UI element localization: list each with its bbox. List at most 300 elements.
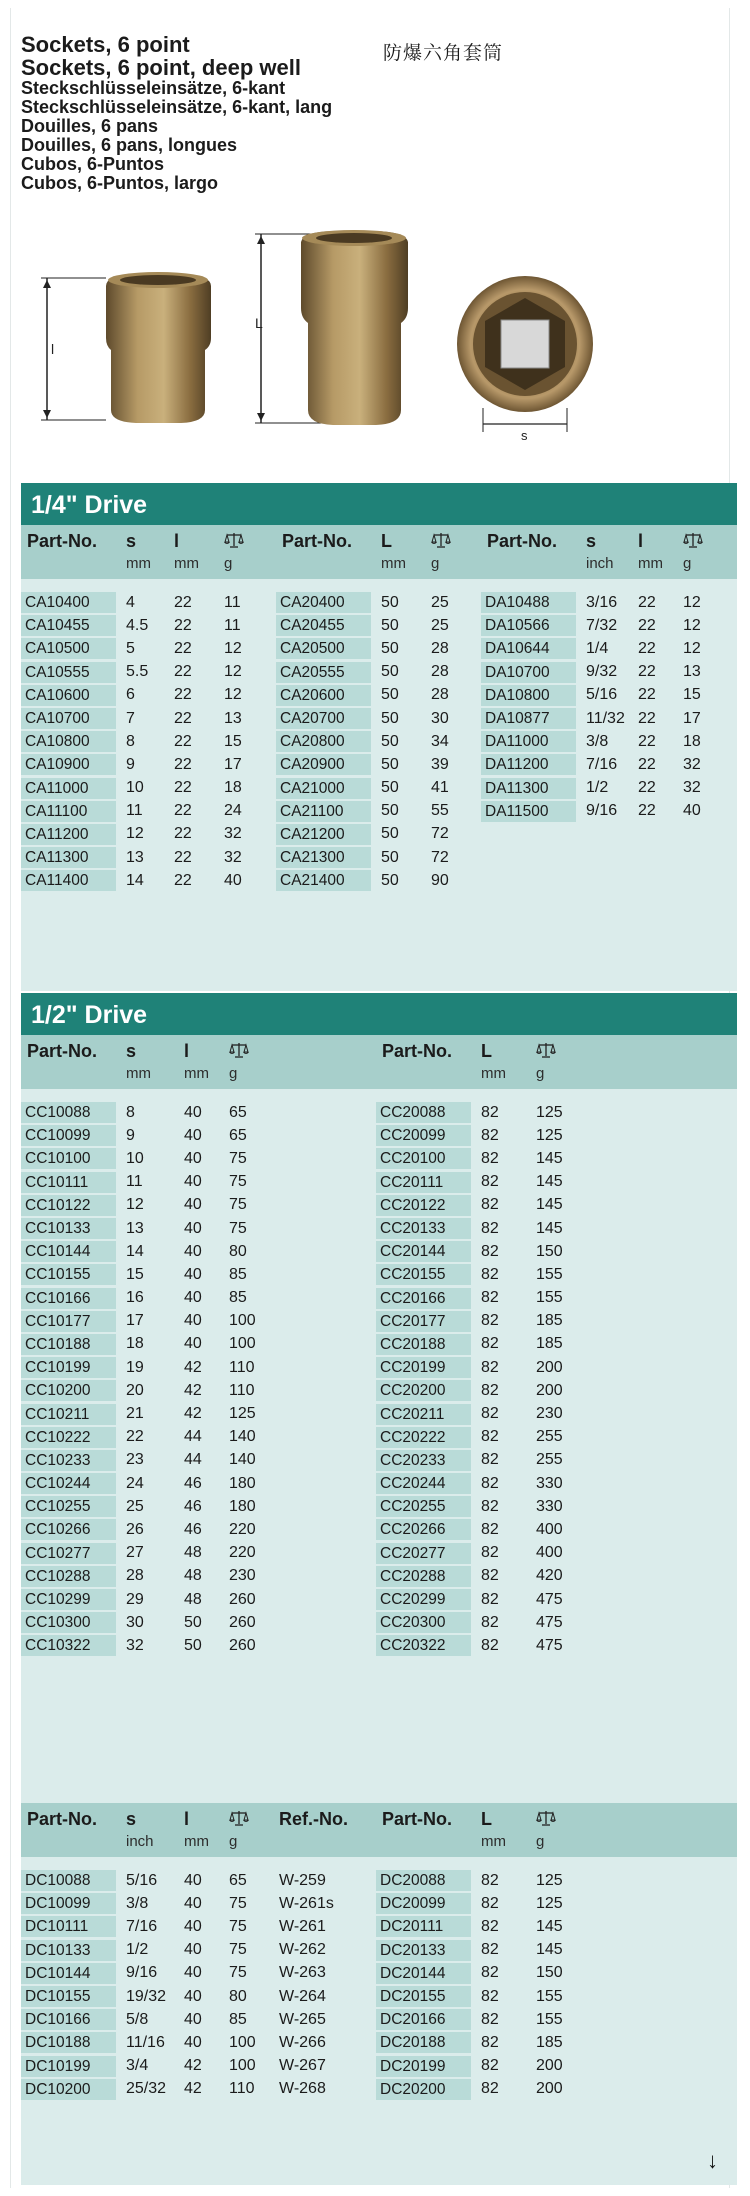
cell-value: 125 — [536, 1126, 563, 1144]
part-number: CC20099 — [376, 1125, 471, 1146]
cell-value: 44 — [184, 1428, 202, 1446]
cell-value: 400 — [536, 1544, 563, 1562]
cell-value: 155 — [536, 1289, 563, 1307]
cell-value: 330 — [536, 1474, 563, 1492]
unit-label — [279, 1833, 369, 1857]
part-number: CA20555 — [276, 662, 371, 683]
table-row — [21, 1240, 376, 1263]
table-row — [21, 869, 276, 892]
table-row — [21, 1634, 376, 1657]
socket-illustration — [21, 228, 721, 478]
part-number: CC20299 — [376, 1589, 471, 1610]
cell-value: 75 — [229, 1894, 247, 1912]
cell-value: 5.5 — [126, 663, 149, 681]
title-sockets-deep: Sockets, 6 point, deep well — [21, 55, 301, 80]
cell-value: 22 — [638, 779, 656, 797]
table-row — [21, 2078, 376, 2101]
table-row — [376, 1962, 737, 1985]
cell-value: 9 — [126, 1126, 135, 1144]
cell-value: 3/16 — [586, 593, 618, 611]
unit-label — [376, 1833, 481, 1857]
cell-value: 82 — [481, 1149, 499, 1167]
cell-value: 200 — [536, 2057, 563, 2075]
cell-value: 82 — [481, 1103, 499, 1121]
unit-label: g — [229, 1065, 238, 1082]
cell-value: 180 — [229, 1497, 256, 1515]
table-header — [481, 525, 737, 579]
scale-icon — [536, 1809, 556, 1827]
table-header — [21, 525, 276, 579]
part-number: DC20144 — [376, 1963, 471, 1984]
cell-value: 46 — [184, 1520, 202, 1538]
cell-value: W-264 — [279, 1987, 326, 2005]
unit-label — [21, 555, 126, 579]
part-number: DC10166 — [21, 2009, 116, 2030]
cell-value: 3/8 — [126, 1894, 149, 1912]
catalog-sheet — [10, 8, 730, 2188]
table-row — [276, 730, 481, 753]
part-number: CC10244 — [21, 1473, 116, 1494]
part-number: CC10155 — [21, 1264, 116, 1285]
part-number: CC20166 — [376, 1288, 471, 1309]
quarter-drive-bar: 1/4" Drive — [21, 483, 737, 525]
cell-value: 150 — [536, 1242, 563, 1260]
table-row — [376, 1194, 737, 1217]
part-number: DA10488 — [481, 592, 576, 613]
cell-value: 17 — [224, 755, 242, 773]
cell-value: 75 — [229, 1964, 247, 1982]
cell-value: 24 — [126, 1474, 144, 1492]
part-number: DA10644 — [481, 638, 576, 659]
unit-label: inch — [126, 1833, 154, 1850]
table-row — [376, 1217, 737, 1240]
part-number: DA10566 — [481, 615, 576, 636]
unit-label — [276, 555, 381, 579]
cell-value: 75 — [229, 1173, 247, 1191]
part-number: CC20144 — [376, 1241, 471, 1262]
part-number: CA10900 — [21, 754, 116, 775]
cell-value: 32 — [224, 848, 242, 866]
part-number: DA11500 — [481, 801, 576, 822]
cell-value: W-261 — [279, 1917, 326, 1935]
cell-value: 4 — [126, 593, 135, 611]
column-header: Part-No. — [487, 531, 558, 551]
cell-value: W-262 — [279, 1941, 326, 1959]
table-row — [21, 1101, 376, 1124]
cell-value: 72 — [431, 848, 449, 866]
cell-value: 12 — [683, 639, 701, 657]
cell-value: 260 — [229, 1636, 256, 1654]
part-number: CA10600 — [21, 685, 116, 706]
table-row — [481, 614, 737, 637]
cell-value: 82 — [481, 1964, 499, 1982]
part-number: CC10211 — [21, 1404, 116, 1425]
table-row — [481, 800, 737, 823]
scale-icon — [229, 1809, 249, 1827]
table-row — [21, 846, 276, 869]
part-number: CC10255 — [21, 1496, 116, 1517]
part-number: CC10199 — [21, 1357, 116, 1378]
part-number: CA11400 — [21, 870, 116, 891]
part-number: CA10700 — [21, 708, 116, 729]
cell-value: 100 — [229, 1335, 256, 1353]
unit-label — [21, 1065, 126, 1089]
table-row — [21, 707, 276, 730]
unit-label: g — [224, 555, 233, 572]
part-number: CC10099 — [21, 1125, 116, 1146]
table-row — [376, 1310, 737, 1333]
part-number: CC20088 — [376, 1102, 471, 1123]
scale-icon — [536, 1041, 556, 1059]
table-row — [276, 614, 481, 637]
cell-value: 50 — [184, 1613, 202, 1631]
part-number: DC20088 — [376, 1870, 471, 1891]
cell-value: 17 — [683, 709, 701, 727]
part-number: CC20177 — [376, 1311, 471, 1332]
table-row — [21, 684, 276, 707]
part-number: DA10800 — [481, 685, 576, 706]
part-number: DC20188 — [376, 2032, 471, 2053]
cell-value: 22 — [638, 686, 656, 704]
cell-value: 19 — [126, 1358, 144, 1376]
cell-value: 125 — [536, 1894, 563, 1912]
table-row — [21, 1588, 376, 1611]
cell-value: W-266 — [279, 2033, 326, 2051]
cell-value: 50 — [381, 755, 399, 773]
column-header: l — [638, 531, 644, 551]
table-row — [21, 1310, 376, 1333]
column-header: Part-No. — [282, 531, 353, 551]
cell-value: 82 — [481, 1289, 499, 1307]
cell-value: 18 — [224, 779, 242, 797]
part-number: CC20266 — [376, 1519, 471, 1540]
unit-label: g — [229, 1833, 238, 1850]
part-number: CC10299 — [21, 1589, 116, 1610]
half-drive-bar: 1/2" Drive — [21, 993, 737, 1035]
table-row — [21, 1124, 376, 1147]
cell-value: 230 — [229, 1567, 256, 1585]
cell-value: 40 — [184, 1103, 202, 1121]
cell-value: 28 — [431, 686, 449, 704]
part-number: CA21000 — [276, 778, 371, 799]
part-number: CA11300 — [21, 847, 116, 868]
cell-value: 5 — [126, 639, 135, 657]
cell-value: 8 — [126, 1103, 135, 1121]
table-row — [376, 2031, 737, 2054]
table-row — [21, 661, 276, 684]
unit-label: mm — [481, 1833, 506, 1850]
cell-value: W-261s — [279, 1894, 334, 1912]
part-number: CA10500 — [21, 638, 116, 659]
cell-value: 155 — [536, 1265, 563, 1283]
cell-value: 7/16 — [586, 755, 618, 773]
table-row — [376, 1147, 737, 1170]
part-number: CC10233 — [21, 1450, 116, 1471]
cell-value: 8 — [126, 732, 135, 750]
cell-value: 82 — [481, 1358, 499, 1376]
cell-value: 100 — [229, 2057, 256, 2075]
table-row — [376, 1356, 737, 1379]
part-number: CA20500 — [276, 638, 371, 659]
quarter-table-deep — [276, 525, 481, 892]
cell-value: 23 — [126, 1451, 144, 1469]
part-number: CC20211 — [376, 1404, 471, 1425]
cell-value: 15 — [126, 1265, 144, 1283]
cell-value: 42 — [184, 2080, 202, 2098]
cell-value: 50 — [381, 848, 399, 866]
cell-value: 75 — [229, 1917, 247, 1935]
cell-value: 50 — [381, 663, 399, 681]
part-number: CA20700 — [276, 708, 371, 729]
cell-value: 50 — [381, 639, 399, 657]
cell-value: 82 — [481, 1219, 499, 1237]
part-number: CC20111 — [376, 1172, 471, 1193]
cell-value: 12 — [224, 663, 242, 681]
weight-header — [683, 531, 733, 555]
half-table-deep — [376, 1035, 737, 1658]
cell-value: 75 — [229, 1219, 247, 1237]
cell-value: 5/16 — [586, 686, 618, 704]
part-number: CC20200 — [376, 1380, 471, 1401]
table-row — [376, 1495, 737, 1518]
part-number: CC10111 — [21, 1172, 116, 1193]
cell-value: 22 — [174, 663, 192, 681]
cell-value: 65 — [229, 1103, 247, 1121]
cell-value: 3/8 — [586, 732, 609, 750]
part-number: CA10400 — [21, 592, 116, 613]
cell-value: 80 — [229, 1242, 247, 1260]
cell-value: 50 — [381, 871, 399, 889]
cell-value: 22 — [174, 825, 192, 843]
cell-value: 145 — [536, 1149, 563, 1167]
cell-value: 5/8 — [126, 2010, 149, 2028]
cell-value: 22 — [638, 593, 656, 611]
table-row — [276, 707, 481, 730]
cell-value: 82 — [481, 1335, 499, 1353]
cell-value: 40 — [224, 871, 242, 889]
cell-value: 145 — [536, 1941, 563, 1959]
cell-value: 82 — [481, 1474, 499, 1492]
cell-value: 12 — [683, 593, 701, 611]
unit-label: g — [431, 555, 440, 572]
part-number: CA20400 — [276, 592, 371, 613]
cell-value: 40 — [184, 1126, 202, 1144]
cell-value: 22 — [174, 616, 192, 634]
table-row — [376, 1101, 737, 1124]
part-number: CC20233 — [376, 1450, 471, 1471]
cell-value: 40 — [184, 1173, 202, 1191]
cell-value: 11 — [126, 1173, 143, 1191]
cell-value: 13 — [126, 848, 144, 866]
cell-value: 32 — [683, 779, 701, 797]
dim-l-small: l — [51, 341, 55, 357]
cell-value: 12 — [683, 616, 701, 634]
cell-value: 39 — [431, 755, 449, 773]
half-table-inch — [21, 1803, 376, 2101]
part-number: DA10877 — [481, 708, 576, 729]
table-row — [481, 753, 737, 776]
table-row — [376, 1333, 737, 1356]
part-number: CA20800 — [276, 731, 371, 752]
part-number: CC20199 — [376, 1357, 471, 1378]
part-number: DC10188 — [21, 2032, 116, 2053]
weight-header — [229, 1809, 279, 1833]
column-header: Part-No. — [27, 531, 98, 551]
table-row — [376, 1449, 737, 1472]
cell-value: 11 — [224, 616, 241, 634]
cell-value: W-268 — [279, 2080, 326, 2098]
table-row — [21, 753, 276, 776]
table-row — [276, 777, 481, 800]
cell-value: 1/4 — [586, 639, 609, 657]
cell-value: 400 — [536, 1520, 563, 1538]
cell-value: 82 — [481, 1567, 499, 1585]
cell-value: 15 — [683, 686, 701, 704]
cell-value: 32 — [683, 755, 701, 773]
table-row — [21, 1333, 376, 1356]
cell-value: 50 — [381, 732, 399, 750]
table-row — [21, 1217, 376, 1240]
table-row — [21, 777, 276, 800]
cell-value: 10 — [126, 1149, 144, 1167]
cell-value: 41 — [431, 779, 449, 797]
unit-label: inch — [586, 555, 614, 572]
cell-value: 82 — [481, 2010, 499, 2028]
cell-value: 145 — [536, 1173, 563, 1191]
unit-label: g — [683, 555, 692, 572]
cell-value: 26 — [126, 1520, 144, 1538]
cell-value: 12 — [126, 825, 144, 843]
cell-value: 82 — [481, 1987, 499, 2005]
cell-value: 65 — [229, 1871, 247, 1889]
deep-socket-drawing — [255, 230, 408, 425]
weight-header — [536, 1041, 596, 1065]
table-row — [376, 1240, 737, 1263]
part-number: CC10277 — [21, 1543, 116, 1564]
table-row — [21, 1518, 376, 1541]
table-row — [481, 777, 737, 800]
table-row — [276, 591, 481, 614]
cell-value: 145 — [536, 1219, 563, 1237]
column-header: Part-No. — [27, 1809, 98, 1829]
cell-value: 82 — [481, 2033, 499, 2051]
table-row — [21, 1985, 376, 2008]
cell-value: 475 — [536, 1613, 563, 1631]
cell-value: 12 — [224, 686, 242, 704]
cell-value: 22 — [174, 732, 192, 750]
table-row — [276, 869, 481, 892]
cell-value: 90 — [431, 871, 449, 889]
cell-value: 22 — [638, 802, 656, 820]
part-number: CC10188 — [21, 1334, 116, 1355]
cell-value: 260 — [229, 1590, 256, 1608]
part-number: CC20244 — [376, 1473, 471, 1494]
cell-value: 48 — [184, 1544, 202, 1562]
part-number: CC10144 — [21, 1241, 116, 1262]
part-number: DC20155 — [376, 1986, 471, 2007]
cell-value: 11/32 — [586, 709, 625, 727]
unit-label: g — [536, 1833, 545, 1850]
table-row — [21, 1402, 376, 1425]
quarter-table-mm — [21, 525, 276, 892]
table-row — [21, 1962, 376, 1985]
part-number: DC10144 — [21, 1963, 116, 1984]
cell-value: 1/2 — [586, 779, 609, 797]
cell-value: 16 — [126, 1289, 144, 1307]
cell-value: 22 — [174, 709, 192, 727]
cell-value: 145 — [536, 1196, 563, 1214]
cell-value: 15 — [224, 732, 242, 750]
cell-value: 22 — [174, 779, 192, 797]
cell-value: 72 — [431, 825, 449, 843]
part-number: CC20300 — [376, 1612, 471, 1633]
table-row — [376, 1542, 737, 1565]
part-number: CC10200 — [21, 1380, 116, 1401]
cell-value: 82 — [481, 2080, 499, 2098]
cell-value: 82 — [481, 1520, 499, 1538]
cell-value: 82 — [481, 1917, 499, 1935]
cell-value: 12 — [224, 639, 242, 657]
cell-value: 1/2 — [126, 1941, 149, 1959]
cell-value: 180 — [229, 1474, 256, 1492]
column-header: s — [586, 531, 597, 551]
cell-value: 9 — [126, 755, 135, 773]
table-row — [376, 1472, 737, 1495]
cell-value: 25 — [126, 1497, 144, 1515]
table-row — [376, 1611, 737, 1634]
table-row — [376, 1518, 737, 1541]
cell-value: 17 — [126, 1312, 144, 1330]
column-header: s — [126, 531, 137, 551]
cell-value: 50 — [184, 1636, 202, 1654]
part-number: DC20099 — [376, 1893, 471, 1914]
cell-value: 19/32 — [126, 1987, 167, 2005]
cell-value: 82 — [481, 1196, 499, 1214]
table-row — [276, 637, 481, 660]
cell-value: 40 — [184, 1265, 202, 1283]
cell-value: 40 — [184, 1289, 202, 1307]
cell-value: 40 — [184, 1335, 202, 1353]
cell-value: 22 — [638, 709, 656, 727]
column-header: Part-No. — [382, 1809, 453, 1829]
table-row — [21, 591, 276, 614]
cell-value: 82 — [481, 1871, 499, 1889]
cell-value: 28 — [431, 663, 449, 681]
cell-value: 22 — [174, 593, 192, 611]
cell-value: 420 — [536, 1567, 563, 1585]
title-sockets: Sockets, 6 point — [21, 32, 190, 57]
part-number: CA11200 — [21, 824, 116, 845]
cell-value: 110 — [229, 1358, 255, 1376]
cell-value: 85 — [229, 2010, 247, 2028]
part-number: DC10155 — [21, 1986, 116, 2007]
part-number: DC10200 — [21, 2079, 116, 2100]
part-number: CA11000 — [21, 778, 116, 799]
table-row — [21, 1287, 376, 1310]
column-header: L — [381, 531, 392, 551]
cell-value: 11/16 — [126, 2033, 165, 2051]
table-row — [21, 1171, 376, 1194]
cell-value: 48 — [184, 1590, 202, 1608]
cell-value: 50 — [381, 779, 399, 797]
part-number: DC20166 — [376, 2009, 471, 2030]
cell-value: 82 — [481, 1126, 499, 1144]
table-row — [376, 1287, 737, 1310]
table-row — [276, 753, 481, 776]
cell-value: 22 — [638, 616, 656, 634]
cell-value: 50 — [381, 686, 399, 704]
table-row — [276, 800, 481, 823]
